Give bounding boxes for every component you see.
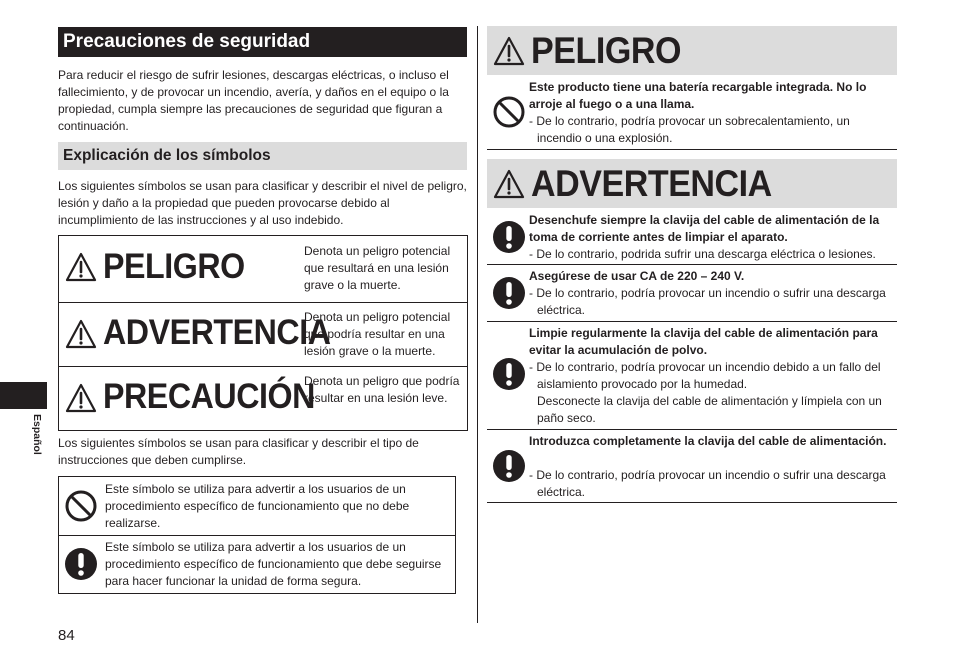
item-heading: Desenchufe siempre la clavija del cable de alimentación de la toma de corriente antes de limpiar el aparato. — [529, 213, 880, 244]
item-details — [529, 285, 895, 319]
detail-continuation: Desconecte la clavija del cable de alimentación y límpiela con un paño seco. — [537, 394, 882, 425]
warning-triangle-icon — [65, 319, 97, 349]
mandatory-icon — [492, 220, 526, 254]
prohibition-icon — [64, 489, 98, 523]
detail-line: - De lo contrario, podrida sufrir una descarga eléctrica o lesiones. — [529, 247, 876, 261]
prohibition-icon — [492, 95, 526, 129]
page-number: 84 — [58, 627, 75, 644]
item-heading: Este producto tiene una batería recargable integrada. No lo arroje al fuego o a una llama. — [529, 80, 867, 111]
mandatory-icon — [492, 449, 526, 483]
symbol-description: Este símbolo se utiliza para advertir a los usuarios de un procedimiento específico de funcionamiento que debe seguirse para hacer funcionar la unidad de forma segura. — [105, 540, 442, 588]
warning-item-3 — [487, 321, 897, 430]
hazard-levels-table — [58, 235, 468, 431]
item-details — [529, 467, 895, 501]
warning-header — [487, 159, 897, 208]
level-name: PELIGRO — [103, 247, 245, 286]
language-tab — [0, 382, 47, 409]
danger-title: PELIGRO — [531, 30, 681, 71]
warning-title: ADVERTENCIA — [531, 163, 772, 204]
symbol-description: Este símbolo se utiliza para advertir a los usuarios de un procedimiento específico de funcionamiento que no debe realizarse. — [105, 482, 410, 530]
section-title: Precauciones de seguridad — [58, 27, 467, 57]
warning-item-2 — [487, 264, 897, 322]
level-description: Denota un peligro que podría resultar en una lesión leve. — [304, 374, 460, 405]
level-row-caution — [59, 366, 467, 431]
item-heading: Limpie regularmente la clavija del cable de alimentación para evitar la acumulación de polvo. — [529, 326, 878, 357]
mandatory-icon — [492, 357, 526, 391]
warning-item-1 — [487, 208, 897, 265]
mandatory-icon — [492, 276, 526, 310]
subsection-title: Explicación de los símbolos — [58, 142, 467, 170]
detail-line: - De lo contrario, podría provocar un incendio debido a un fallo del aislamiento provocado por la humedad. — [529, 360, 881, 391]
warning-triangle-icon — [493, 169, 525, 199]
item-heading: Asegúrese de usar CA de 220 – 240 V. — [529, 269, 745, 283]
column-divider — [477, 26, 478, 623]
level-name: PRECAUCIÓN — [103, 377, 315, 416]
symbols-intro-paragraph: Los siguientes símbolos se usan para clasificar y describir el nivel de peligro, lesión y daño a la propiedad que pueden provocarse debido al incumplimiento de las instrucciones y al uso indebido. — [58, 179, 467, 227]
danger-item — [487, 75, 897, 150]
item-heading: Introduzca completamente la clavija del cable de alimentación. — [529, 434, 887, 448]
warning-triangle-icon — [493, 36, 525, 66]
mandatory-icon — [64, 547, 98, 581]
level-description: Denota un peligro potencial que resultará en una lesión grave o la muerte. — [304, 244, 451, 292]
level-description: Denota un peligro potencial que podría resultar en una lesión grave o la muerte. — [304, 310, 451, 358]
language-label: Español — [31, 414, 43, 455]
level-row-danger — [59, 236, 467, 302]
detail-line: - De lo contrario, podría provocar un incendio o sufrir una descarga eléctrica. — [529, 286, 886, 317]
instruction-symbols-table — [58, 476, 456, 594]
symbol-row-mandatory — [59, 535, 455, 594]
item-details — [529, 359, 895, 427]
level-name: ADVERTENCIA — [103, 313, 331, 352]
detail-line: - De lo contrario, podría provocar un incendio o sufrir una descarga eléctrica. — [529, 468, 886, 499]
item-details — [529, 113, 895, 147]
warning-triangle-icon — [65, 383, 97, 413]
intro-paragraph: Para reducir el riesgo de sufrir lesiones, descargas eléctricas, o incluso el fallecimiento, y de provocar un incendio, avería, y daños en el equipo o la propiedad, cumpla siempre las precauciones de seguridad que figuran a continuación. — [58, 68, 449, 133]
detail-line: - De lo contrario, podría provocar un sobrecalentamiento, un incendio o una explosión. — [529, 114, 850, 145]
symbol-row-prohibition — [59, 477, 455, 535]
item-details — [529, 246, 895, 263]
level-row-warning — [59, 302, 467, 367]
warning-triangle-icon — [65, 252, 97, 282]
instructions-intro-paragraph: Los siguientes símbolos se usan para clasificar y describir el tipo de instrucciones que deben cumplirse. — [58, 436, 419, 467]
danger-header — [487, 26, 897, 75]
warning-item-4 — [487, 429, 897, 503]
